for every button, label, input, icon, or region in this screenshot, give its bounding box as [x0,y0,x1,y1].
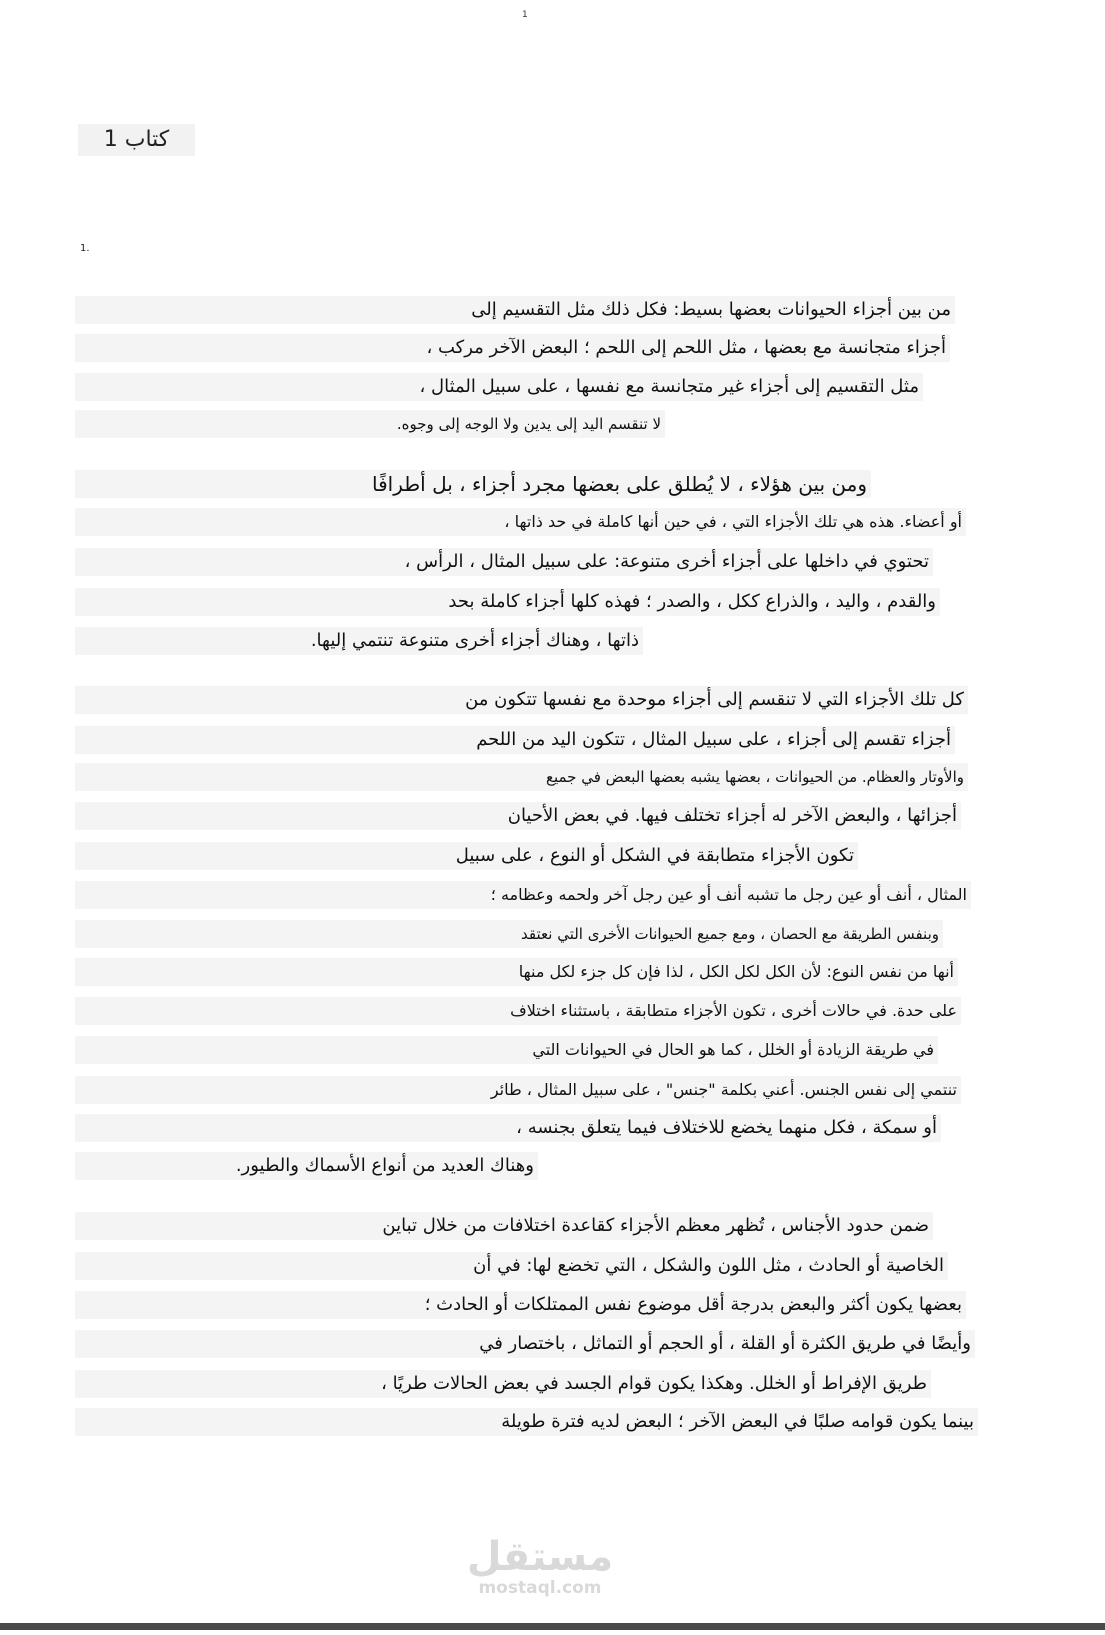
text-line: ذاتها ، وهناك أجزاء أخرى متنوعة تنتمي إليها. [75,627,643,655]
text-line: وأيضًا في طريق الكثرة أو القلة ، أو الحجم أو التماثل ، باختصار في [75,1330,975,1358]
watermark-logo [455,1535,625,1597]
text-line: كل تلك الأجزاء التي لا تنقسم إلى أجزاء موحدة مع نفسها تتكون من [75,686,968,714]
text-line: أجزاء تقسم إلى أجزاء ، على سبيل المثال ، تتكون اليد من اللحم [75,726,955,754]
text-line: أو سمكة ، فكل منهما يخضع للاختلاف فيما يتعلق بجنسه ، [75,1114,941,1142]
text-line: تحتوي في داخلها على أجزاء أخرى متنوعة: على سبيل المثال ، الرأس ، [75,548,933,576]
text-line: طريق الإفراط أو الخلل. وهكذا يكون قوام الجسد في بعض الحالات طريًا ، [75,1370,931,1398]
text-line: وبنفس الطريقة مع الحصان ، ومع جميع الحيوانات الأخرى التي نعتقد [75,920,943,948]
text-line: تكون الأجزاء متطابقة في الشكل أو النوع ، على سبيل [75,842,858,870]
text-line: والقدم ، واليد ، والذراع ككل ، والصدر ؛ فهذه كلها أجزاء كاملة بحد [75,588,940,616]
text-line: الخاصية أو الحادث ، مثل اللون والشكل ، التي تخضع لها: في أن [75,1252,948,1280]
watermark-arabic: مستقل [466,1534,614,1580]
chapter-title: كتاب 1 [78,124,195,156]
list-number: 1. [80,243,90,254]
text-line: وهناك العديد من أنواع الأسماك والطيور. [75,1152,538,1180]
text-line: مثل التقسيم إلى أجزاء غير متجانسة مع نفسها ، على سبيل المثال ، [75,373,923,401]
text-line: بينما يكون قوامه صلبًا في البعض الآخر ؛ البعض لديه فترة طويلة [75,1408,978,1436]
text-line: على حدة. في حالات أخرى ، تكون الأجزاء متطابقة ، باستثناء اختلاف [75,997,961,1025]
text-line: بعضها يكون أكثر والبعض بدرجة أقل موضوع نفس الممتلكات أو الحادث ؛ [75,1291,966,1319]
text-line: أنها من نفس النوع: لأن الكل لكل الكل ، لذا فإن كل جزء لكل منها [75,958,958,986]
watermark-latin: mostaql.com [478,1578,602,1598]
text-line: في طريقة الزيادة أو الخلل ، كما هو الحال في الحيوانات التي [75,1036,938,1064]
text-line: المثال ، أنف أو عين رجل ما تشبه أنف أو عين رجل آخر ولحمه وعظامه ؛ [75,881,971,909]
text-line: ومن بين هؤلاء ، لا يُطلق على بعضها مجرد أجزاء ، بل أطرافًا [75,470,871,498]
text-line: أو أعضاء. هذه هي تلك الأجزاء التي ، في حين أنها كاملة في حد ذاتها ، [75,508,966,536]
page-number: 1 [522,10,528,20]
page-bottom-border [0,1623,1105,1630]
text-line: من بين أجزاء الحيوانات بعضها بسيط: فكل ذلك مثل التقسيم إلى [75,296,955,324]
text-line: والأوتار والعظام. من الحيوانات ، بعضها يشبه بعضها البعض في جميع [75,763,968,791]
text-line: أجزاء متجانسة مع بعضها ، مثل اللحم إلى اللحم ؛ البعض الآخر مركب ، [75,334,950,362]
text-line: ضمن حدود الأجناس ، تُظهر معظم الأجزاء كقاعدة اختلافات من خلال تباين [75,1212,933,1240]
text-line: أجزائها ، والبعض الآخر له أجزاء تختلف فيها. في بعض الأحيان [75,802,961,830]
text-line: تنتمي إلى نفس الجنس. أعني بكلمة "جنس" ، على سبيل المثال ، طائر [75,1076,961,1104]
text-line: لا تنقسم اليد إلى يدين ولا الوجه إلى وجوه. [75,410,665,438]
